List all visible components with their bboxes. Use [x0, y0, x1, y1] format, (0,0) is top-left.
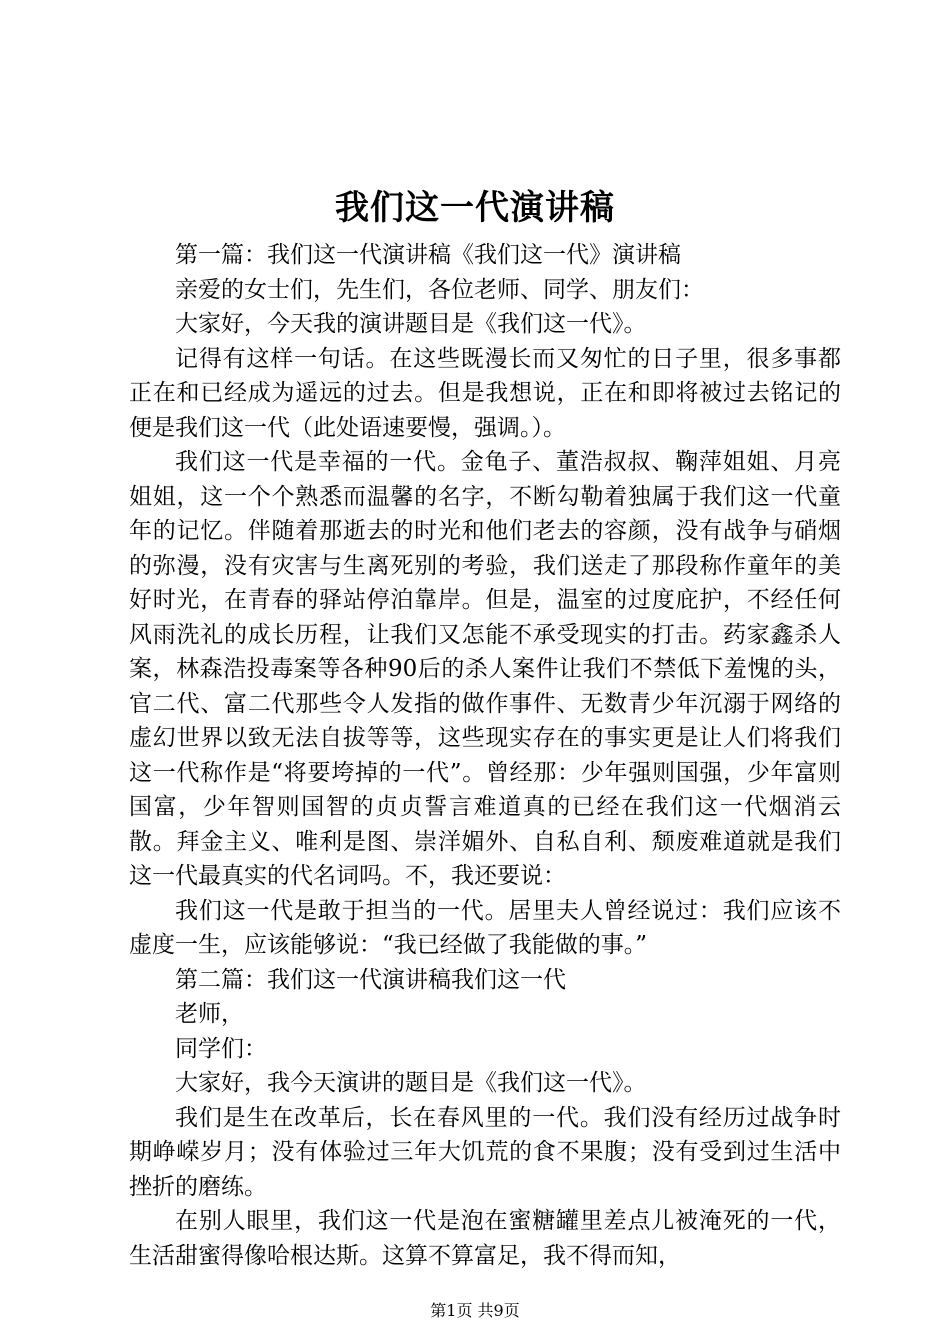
paragraph: 我们这一代是敢于担当的一代。居里夫人曾经说过：我们应该不虚度一生，应该能够说：“我已经做了我能做的事。”	[129, 897, 841, 958]
paragraph: 我们是生在改革后，长在春风里的一代。我们没有经历过战争时期峥嵘岁月；没有体验过三年大饥荒的食不果腹；没有受到过生活中挫折的磨练。	[129, 1104, 841, 1200]
paragraph: 同学们：	[175, 1035, 267, 1062]
paragraph: 亲爱的女士们，先生们，各位老师、同学、朋友们：	[175, 276, 704, 303]
paragraph: 第一篇：我们这一代演讲稿《我们这一代》演讲稿	[175, 242, 681, 268]
paragraph: 记得有这样一句话。在这些既漫长而又匆忙的日子里，很多事都正在和已经成为遥远的过去。但是我想说，正在和即将被过去铭记的便是我们这一代（此处语速要慢，强调。）。	[129, 345, 841, 441]
paragraph: 在别人眼里，我们这一代是泡在蜜糖罐里差点儿被淹死的一代，生活甜蜜得像哈根达斯。这算不算富足，我不得而知，	[129, 1208, 841, 1269]
paragraph: 我们这一代是幸福的一代。金龟子、董浩叔叔、鞠萍姐姐、月亮姐姐，这一个个熟悉而温馨的名字，不断勾勒着独属于我们这一代童年的记忆。伴随着那逝去的时光和他们老去的容颜，没有战争与硝烟的弥漫，没有灾害与生离死别的考验，我们送走了那段称作童年的美好时光，在青春的驿站停泊靠岸。但是，温室的过度庇护，不经任何风雨洗礼的成长历程，让我们又怎能不承受现实的打击。药家鑫杀人案，林森浩投毒案等各种90后的杀人案件让我们不禁低下羞愧的头，官二代、富二代那些令人发指的做作事件、无数青少年沉溺于网络的虚幻世界以致无法自拔等等，这些现实存在的事实更是让人们将我们这一代称作是“将要垮掉的一代”。曾经那：少年强则国强，少年富则国富，少年智则国智的贞贞誓言难道真的已经在我们这一代烟消云散。拜金主义、唯利是图、崇洋媚外、自私自利、颓废难道就是我们这一代最真实的代名词吗。不，我还要说：	[129, 449, 841, 889]
paragraph: 大家好，今天我的演讲题目是《我们这一代》。	[175, 311, 647, 337]
document-title: 我们这一代演讲稿	[335, 188, 615, 228]
page-number-footer: 第1页 共9页	[430, 1301, 520, 1320]
paragraph: 老师，	[175, 1001, 244, 1027]
document-body	[129, 238, 841, 1273]
paragraph: 第二篇：我们这一代演讲稿我们这一代	[175, 966, 566, 993]
paragraph: 大家好，我今天演讲的题目是《我们这一代》。	[175, 1070, 647, 1096]
